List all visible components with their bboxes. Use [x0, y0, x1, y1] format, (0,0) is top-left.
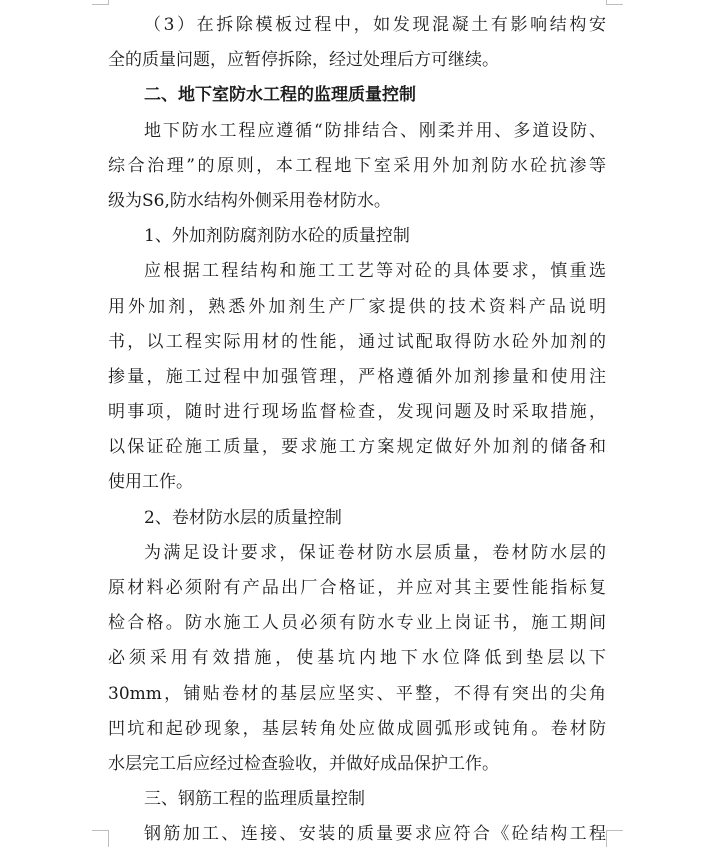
text-line: 以保证砼施工质量，要求施工方案规定做好外加剂的储备和: [108, 437, 606, 458]
text-line: 检合格。防水施工人员必须有防水专业上岗证书，施工期间: [108, 613, 606, 634]
text-line: 地下防水工程应遵循“防排结合、刚柔并用、多道设防、: [144, 120, 606, 141]
text-line: 综合治理”的原则，本工程地下室采用外加剂防水砼抗渗等: [108, 155, 606, 176]
text-line: 1、外加剂防腐剂防水砼的质量控制: [144, 226, 410, 247]
text-line: 必须采用有效措施，使基坑内地下水位降低到垫层以下: [108, 648, 606, 669]
text-line: 书，以工程实际用材的性能，通过试配取得防水砼外加剂的: [108, 331, 606, 352]
text-line: 为满足设计要求，保证卷材防水层质量，卷材防水层的: [144, 542, 606, 563]
text-line: 应根据工程结构和施工工艺等对砼的具体要求，慎重选: [144, 261, 606, 282]
text-line: 原材料必须附有产品出厂合格证，并应对其主要性能指标复: [108, 578, 606, 598]
text-line: 2、卷材防水层的质量控制: [144, 507, 342, 528]
document-body: [108, 8, 606, 853]
page-corner-mark-top-right: [606, 0, 623, 5]
text-line: （3）在拆除模板过程中，如发现混凝土有影响结构安: [144, 15, 606, 35]
text-line: 掺量，施工过程中加强管理，严格遵循外加剂掺量和使用注: [108, 366, 606, 387]
page-corner-mark-bottom-left: [92, 830, 109, 847]
section-heading: 二、地下室防水工程的监理质量控制: [144, 85, 416, 106]
text-line: 级为S6,防水结构外侧采用卷材防水。: [108, 190, 391, 211]
text-line: 全的质量问题，应暂停拆除，经过处理后方可继续。: [108, 50, 499, 71]
text-line: 明事项，随时进行现场监督检查，发现问题及时采取措施，: [108, 402, 606, 423]
page-corner-mark-top-left: [92, 0, 109, 5]
text-line: 水层完工后应经过检查验收，并做好成品保护工作。: [108, 753, 499, 774]
text-line: 使用工作。: [108, 472, 193, 493]
text-line: 30mm，铺贴卷材的基层应坚实、平整，不得有突出的尖角: [108, 683, 606, 704]
page-corner-mark-bottom-right: [606, 830, 623, 847]
text-line: 凹坑和起砂现象，基层转角处应做成圆弧形或钝角。卷材防: [108, 718, 606, 739]
text-line: 三、钢筋工程的监理质量控制: [144, 789, 365, 810]
text-line: 钢筋加工、连接、安装的质量要求应符合《砼结构工程: [144, 824, 606, 845]
text-line: 用外加剂，熟悉外加剂生产厂家提供的技术资料产品说明: [108, 296, 606, 317]
